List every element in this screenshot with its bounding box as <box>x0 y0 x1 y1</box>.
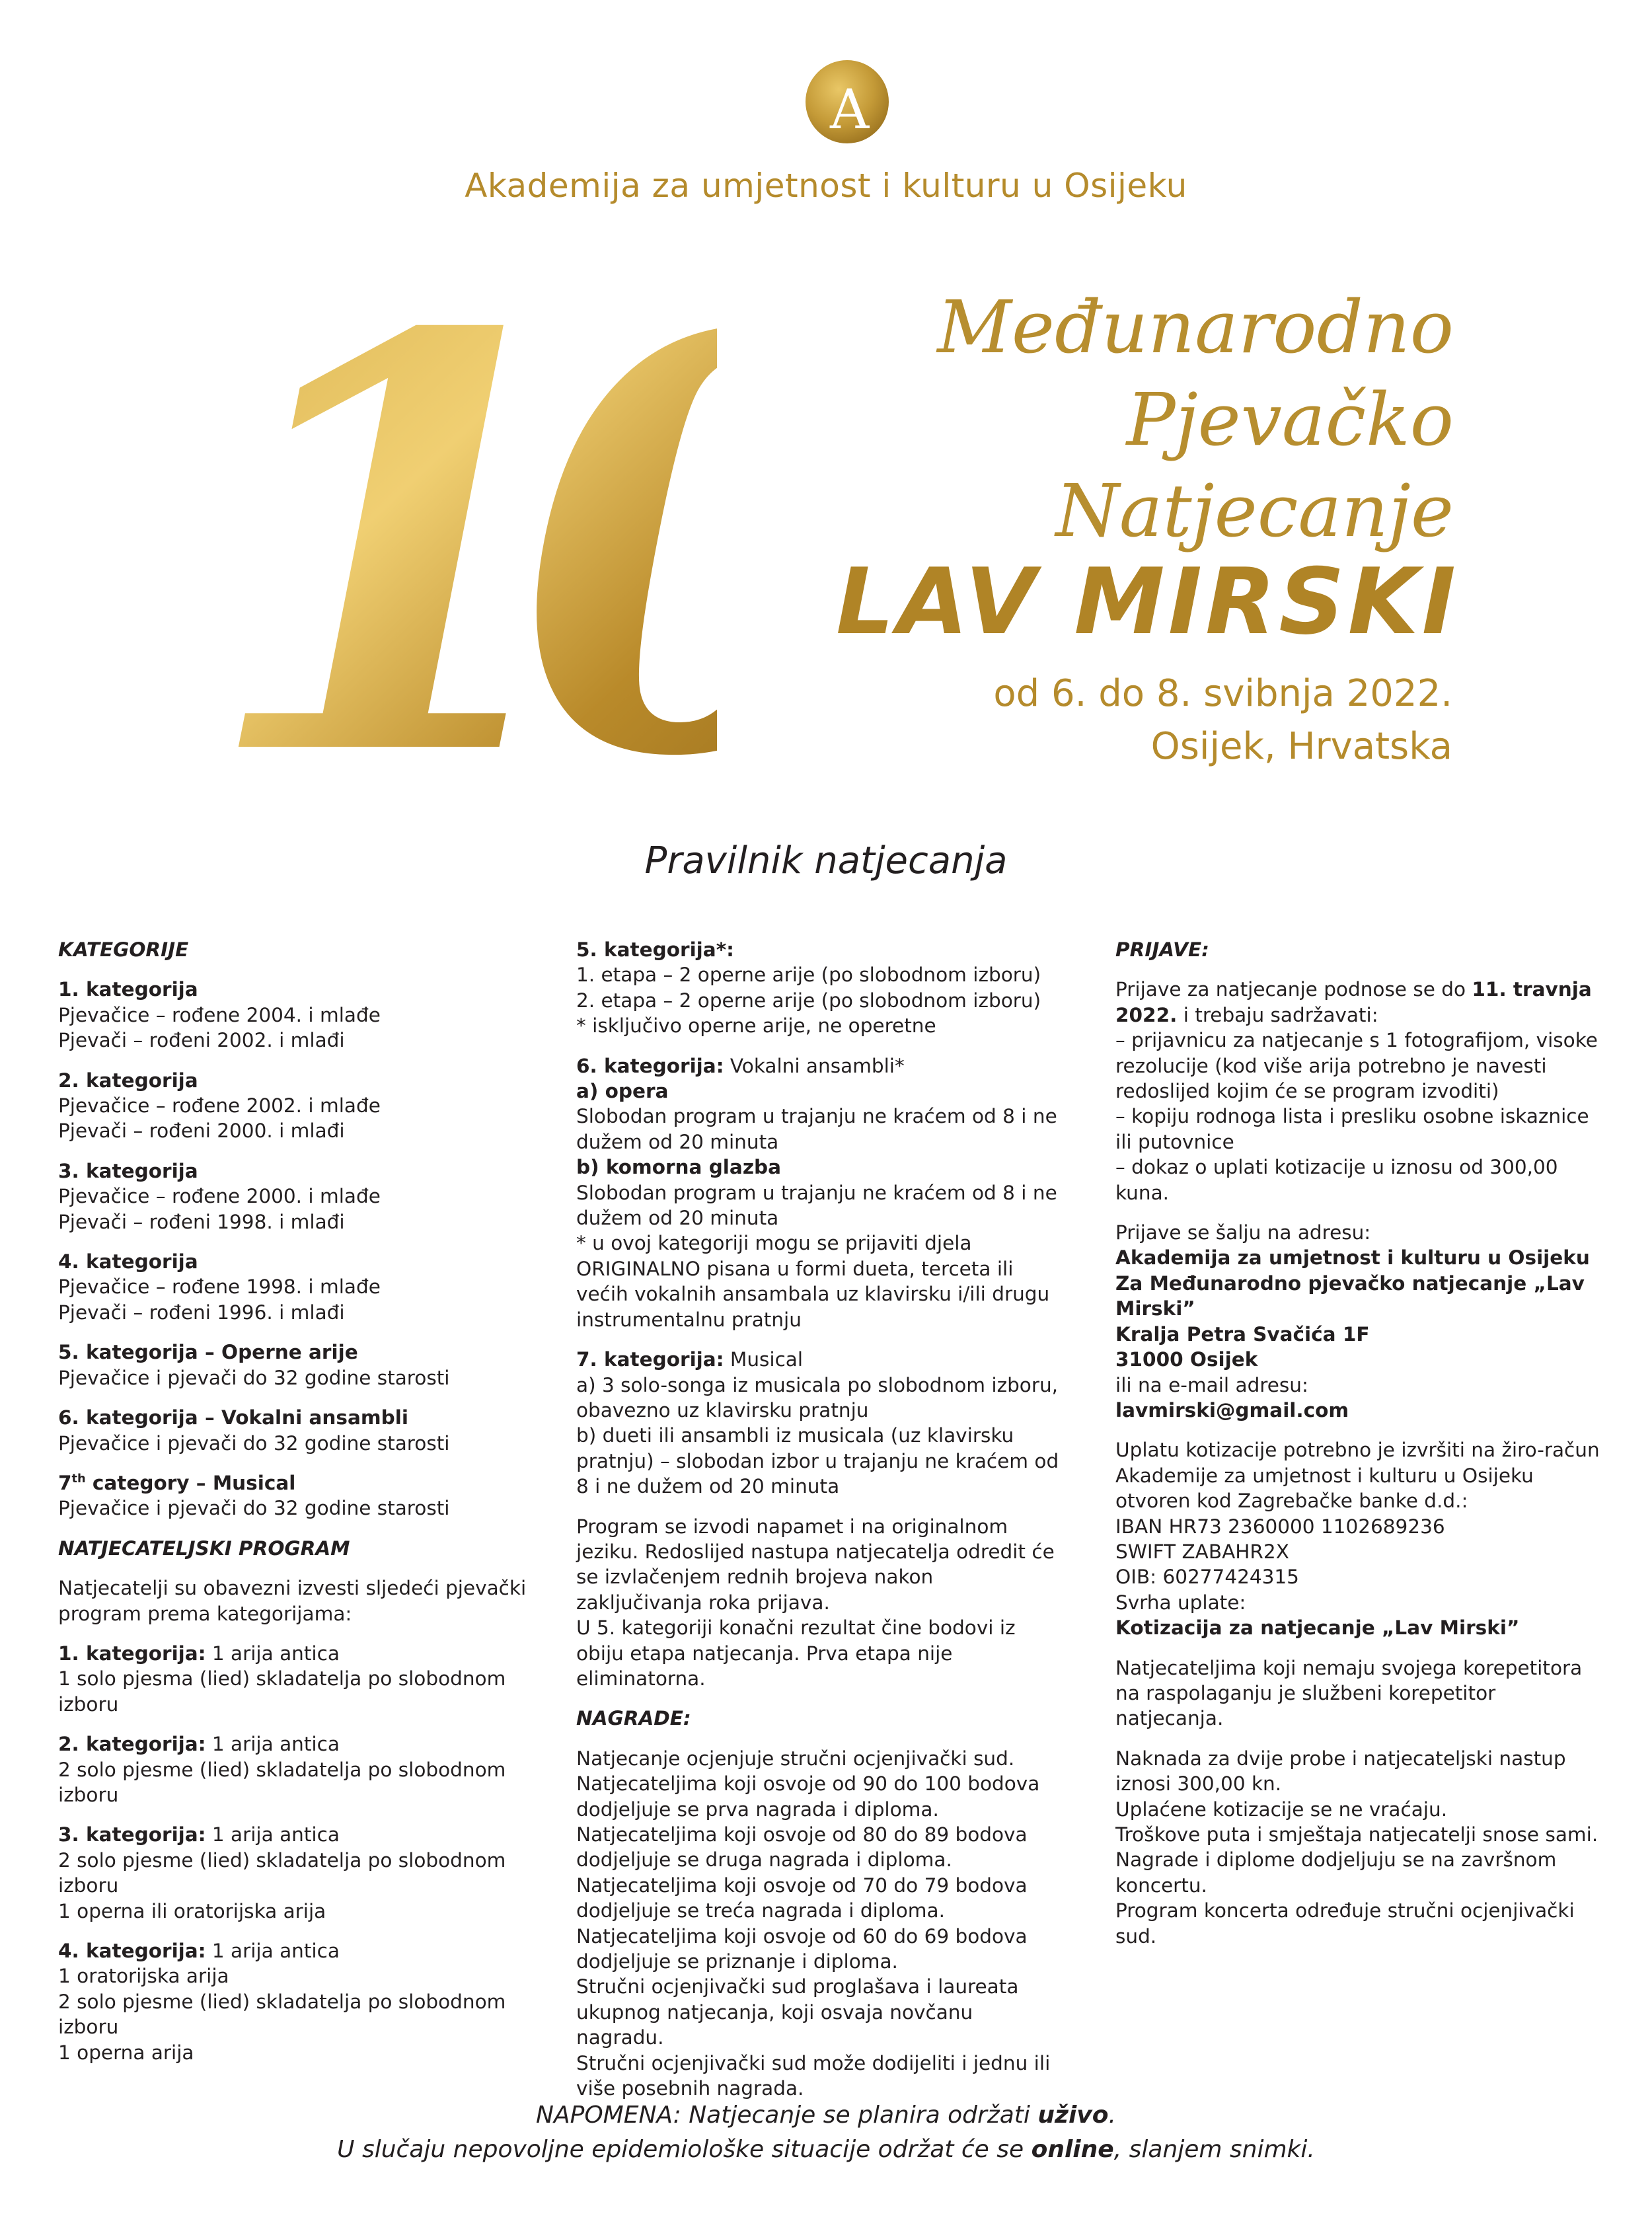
payment-block: Uplatu kotizacije potrebno je izvršiti na žiro-račun Akademije za umjetnost i kulturu u Osijeku otvoren kod Zagrebačke banke d.d.: IBAN HR73 2360000 1102689236 SWIFT ZABAHR2X OIB: 60277424315 Svrha uplate: Kotizacija za natjecanje „Lav Mirski” <box>1115 1439 1600 1640</box>
fees-info: Naknada za dvije probe i natjecateljski nastup iznosi 300,00 kn. Uplaćene kotizacije se ne vraćaju. Troškove puta i smještaja natjecatelji snose sami. Nagrade i diplome dodjeljuju se na završnom koncertu. Program koncerta određuje stručni ocjenjivački sud. <box>1115 1747 1598 1948</box>
category-block: 7. kategorija: Musical a) 3 solo-songa iz musicala po slobodnom izboru, obavezno uz klavirsku pratnju b) dueti ili ansambli iz musicala (uz klavirsku pratnju) – slobodan izbor u trajanju ne kraćem od 8 i ne dužem od 20 minuta <box>576 1348 1059 1498</box>
competition-dates: od 6. do 8. svibnja 2022. <box>993 672 1452 715</box>
category-line: Pjevači – rođeni 1996. i mlađi <box>58 1301 345 1324</box>
category-title: 2. kategorija <box>58 1069 198 1092</box>
column-categories <box>58 937 547 2080</box>
category-block: 6. kategorija: Vokalni ansambli* a) opera Slobodan program u trajanju ne kraćem od 8 i ne dužem od 20 minuta b) komorna glazba Slobodan program u trajanju ne kraćem od 8 i ne dužem od 20 minuta * u ovoj kategoriji mogu se prijaviti djela ORIGINALNO pisana u formi dueta, terceta ili većih vokalnih ansambala uz klavirsku i/ili drugu instrumentalnu pratnju <box>576 1054 1057 1331</box>
academy-logo <box>805 59 889 144</box>
category-line: Pjevači – rođeni 1998. i mlađi <box>58 1210 345 1233</box>
rules-title: Pravilnik natjecanja <box>644 839 1008 882</box>
program-block: 2. kategorija: 1 arija antica 2 solo pjesme (lied) skladatelja po slobodnom izboru <box>58 1733 506 1806</box>
program-block: 1. kategorija: 1 arija antica 1 solo pjesma (lied) skladatelja po slobodnom izboru <box>58 1642 506 1716</box>
column-program-awards <box>576 937 1065 2115</box>
category-block: 5. kategorija*: 1. etapa – 2 operne arije (po slobodnom izboru) 2. etapa – 2 operne arije (po slobodnom izboru) * isključivo operne arije, ne operetne <box>576 938 1041 1038</box>
category-line: Pjevači – rođeni 2000. i mlađi <box>58 1120 345 1143</box>
applications-text: Prijave za natjecanje podnose se do 11. travnja 2022. i trebaju sadržavati: – prijavnicu za natjecanje s 1 fotografijom, visoke rezolucije (kod više arija potrebno je navesti redoslijed kojim će se program izvoditi) – kopiju rodnoga lista i presliku osobne iskaznice ili putovnice – dokaz o uplati kotizacije u iznosu od 300,00 kuna. <box>1115 978 1598 1204</box>
section-heading-awards: NAGRADE: <box>576 1707 691 1730</box>
section-heading-applications: PRIJAVE: <box>1115 938 1209 961</box>
category-block <box>58 1158 547 1234</box>
category-title: 6. kategorija – Vokalni ansambli <box>58 1406 408 1429</box>
category-line: Pjevači – rođeni 2002. i mlađi <box>58 1029 345 1052</box>
category-line: Pjevačice – rođene 2002. i mlađe <box>58 1094 381 1118</box>
category-line: Pjevačice i pjevači do 32 godine starosti <box>58 1497 450 1520</box>
hero-line-3: Natjecanje <box>1055 469 1454 553</box>
hero-line-2: Pjevačko <box>1126 377 1454 462</box>
competition-place: Osijek, Hrvatska <box>1150 725 1452 768</box>
footer-note: NAPOMENA: Natjecanje se planira održati uživo. U slučaju nepovoljne epidemiološke situacije održat će se online, slanjem snimki. <box>337 2102 1315 2163</box>
email-link[interactable]: lavmirski@gmail.com <box>1115 1398 1349 1422</box>
category-title: 3. kategorija <box>58 1159 198 1182</box>
category-title: 1. kategorija <box>58 978 198 1001</box>
section-heading-program: NATJECATELJSKI PROGRAM <box>58 1537 350 1560</box>
accompanist-text: Natjecateljima koji nemaju svojega korepetitora na raspolaganju je službeni korepetitor natjecanja. <box>1115 1656 1583 1730</box>
logo-letter: A <box>830 79 870 141</box>
academy-name: Akademija za umjetnost i kulturu u Osijeku <box>465 167 1187 205</box>
category-block <box>58 1068 547 1144</box>
program-block: 3. kategorija: 1 arija antica 2 solo pjesme (lied) skladatelja po slobodnom izboru 1 operna ili oratorijska arija <box>58 1823 506 1922</box>
category-block <box>58 977 547 1053</box>
hero-line-1: Međunarodno <box>937 285 1454 369</box>
category-block <box>58 1340 547 1390</box>
program-rules: Program se izvodi napamet i na originalnom jeziku. Redoslijed nastupa natjecatelja odredit će se izvlačenjem rednih brojeva nakon zaključivanja roka prijava. U 5. kategoriji konačni rezultat čine bodovi iz obiju etapa natjecanja. Prva etapa nije eliminatorna. <box>576 1515 1055 1690</box>
program-intro: Natjecatelji su obavezni izvesti sljedeći pjevački program prema kategorijama: <box>58 1577 527 1625</box>
category-line: Pjevačice – rođene 2000. i mlađe <box>58 1185 381 1208</box>
category-block <box>58 1249 547 1325</box>
category-line: Pjevačice – rođene 2004. i mlađe <box>58 1003 381 1026</box>
category-title: 5. kategorija – Operne arije <box>58 1341 358 1364</box>
edition-number: 1 <box>202 291 518 773</box>
category-line: Pjevačice i pjevači do 32 godine starosti <box>58 1366 450 1389</box>
category-line: Pjevačice – rođene 1998. i mlađe <box>58 1275 381 1299</box>
category-block <box>58 1405 547 1456</box>
edition-number-graphic <box>202 291 717 773</box>
section-heading-categories: KATEGORIJE <box>58 938 189 961</box>
column-applications <box>1115 937 1604 1963</box>
category-line: Pjevačice i pjevači do 32 godine starosti <box>58 1431 450 1455</box>
category-title: 4. kategorija <box>58 1250 198 1273</box>
competition-name: LAV MIRSKI <box>836 549 1459 655</box>
category-title: 7th category – Musical <box>58 1471 296 1494</box>
program-block: 4. kategorija: 1 arija antica 1 oratorijska arija 2 solo pjesme (lied) skladatelja po slobodnom izboru 1 operna arija <box>58 1940 506 2064</box>
awards-text: Natjecanje ocjenjuje stručni ocjenjivački sud. Natjecateljima koji osvoje od 90 do 100 bodova dodjeljuje se prva nagrada i diploma. Natjecateljima koji osvoje od 80 do 89 bodova dodjeljuje se druga nagrada i diploma. Natjecateljima koji osvoje od 70 do 79 bodova dodjeljuje se treća nagrada i diploma. Natjecateljima koji osvoje od 60 do 69 bodova dodjeljuje se priznanje i diploma. Stručni ocjenjivački sud proglašava i laureata ukupnog natjecanja, koji osvaja novčanu nagradu. Stručni ocjenjivački sud može dodijeliti i jednu ili više posebnih nagrada. <box>576 1747 1051 2100</box>
address-block: Prijave se šalju na adresu: Akademija za umjetnost i kulturu u Osijeku Za Međunarodno pjevačko natjecanje „Lav Mirski” Kralja Petra Svačića 1F 31000 Osijek ili na e-mail adresu: lavmirski@gmail.com <box>1115 1220 1604 1423</box>
category-block <box>58 1470 547 1521</box>
